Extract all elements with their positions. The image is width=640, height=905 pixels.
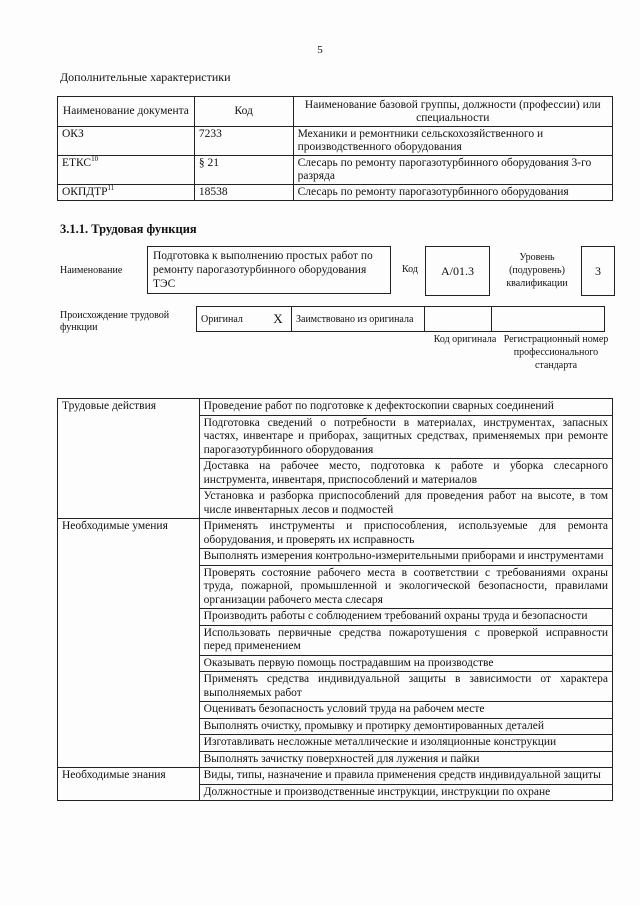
section-title: 3.1.1. Трудовая функция [60, 222, 197, 236]
name-label: Наименование [60, 265, 123, 276]
header-document: Наименование документа [58, 97, 195, 127]
borrowed-label: Заимствовано из оригинала [292, 307, 425, 332]
list-item: Производить работы с соблюдением требований охраны труда и безопасности [199, 609, 612, 626]
code-label: Код [402, 264, 418, 275]
table-row [58, 519, 613, 549]
header-group-name: Наименование базовой группы, должности (профессии) или специальности [293, 97, 612, 127]
origin-label: Происхождение трудовой функции [60, 310, 170, 333]
original-code-cell [425, 307, 492, 332]
function-details-table [57, 398, 613, 801]
list-item: Проверять состояние рабочего места в соответствии с требованиями охраны труда, пожарной, промышленной и экологической безопасности, правилами организации рабочего места слесаря [199, 565, 612, 609]
page-number: 5 [317, 44, 323, 56]
category-knowledge: Необходимые знания [58, 768, 200, 801]
table-row [58, 185, 613, 201]
code-original-label: Код оригинала [433, 334, 497, 345]
doc-code: 18538 [194, 185, 293, 201]
list-item: Подготовка сведений о потребности в материалах, инструментах, запасных частях, инвентаре и приборах, защитных средствах, применяемых при ремонте парогазотурбинного оборудования [199, 415, 612, 459]
list-item: Выполнять очистку, промывку и протирку демонтированных деталей [199, 718, 612, 735]
table-row [58, 768, 613, 785]
original-mark: X [265, 307, 292, 332]
reg-number-cell [492, 307, 605, 332]
doc-name: ОКЗ [62, 128, 84, 140]
qualification-level-label: Уровень (подуровень) квалификации [506, 252, 568, 289]
footnote-ref: 11 [107, 184, 115, 193]
header-code: Код [194, 97, 293, 127]
footnote-ref: 10 [91, 155, 99, 164]
group-name: Слесарь по ремонту парогазотурбинного оборудования [293, 185, 612, 201]
list-item: Оказывать первую помощь пострадавшим на производстве [199, 655, 612, 672]
category-skills: Необходимые умения [58, 519, 200, 768]
origin-table [196, 306, 605, 332]
list-item: Виды, типы, назначение и правила применения средств индивидуальной защиты [199, 768, 612, 785]
doc-code: § 21 [194, 156, 293, 185]
list-item: Оценивать безопасность условий труда на рабочем месте [199, 702, 612, 719]
list-item: Изготавливать несложные металлические и изоляционные конструкции [199, 735, 612, 752]
qualification-level: 3 [581, 246, 615, 296]
doc-code: 7233 [194, 127, 293, 156]
table-row [58, 127, 613, 156]
classification-table [57, 96, 613, 201]
reg-number-label: Регистрационный номер профессионального стандарта [503, 334, 609, 371]
list-item: Выполнять измерения контрольно-измерительными приборами и инструментами [199, 549, 612, 566]
function-code: A/01.3 [425, 246, 490, 296]
group-name: Механики и ремонтники сельскохозяйственного и производственного оборудования [293, 127, 612, 156]
list-item: Проведение работ по подготовке к дефектоскопии сварных соединений [199, 399, 612, 416]
doc-name: ОКПДТР [62, 186, 108, 198]
list-item: Выполнять зачистку поверхностей для лужения и пайки [199, 751, 612, 768]
list-item: Установка и разборка приспособлений для проведения работ на высоте, в том числе инвентарных лесов и подмостей [199, 489, 612, 519]
function-title: Подготовка к выполнению простых работ по ремонту парогазотурбинного оборудования ТЭС [147, 246, 391, 294]
table-row [58, 156, 613, 185]
group-name: Слесарь по ремонту парогазотурбинного оборудования 3-го разряда [293, 156, 612, 185]
list-item: Использовать первичные средства пожаротушения с проверкой исправности перед применением [199, 625, 612, 655]
list-item: Должностные и производственные инструкции, инструкции по охране [199, 784, 612, 801]
category-labor-actions: Трудовые действия [58, 399, 200, 519]
list-item: Доставка на рабочее место, подготовка к работе и уборка слесарного инструмента, инвентаря, приспособлений и материалов [199, 459, 612, 489]
list-item: Применять инструменты и приспособления, используемые для ремонта оборудования, и проверять их исправность [199, 519, 612, 549]
table-row [58, 399, 613, 416]
additional-characteristics-title: Дополнительные характеристики [60, 70, 231, 84]
list-item: Применять средства индивидуальной защиты в зависимости от характера выполняемых работ [199, 672, 612, 702]
original-label: Оригинал [197, 307, 266, 332]
doc-name: ЕТКС [62, 157, 92, 169]
